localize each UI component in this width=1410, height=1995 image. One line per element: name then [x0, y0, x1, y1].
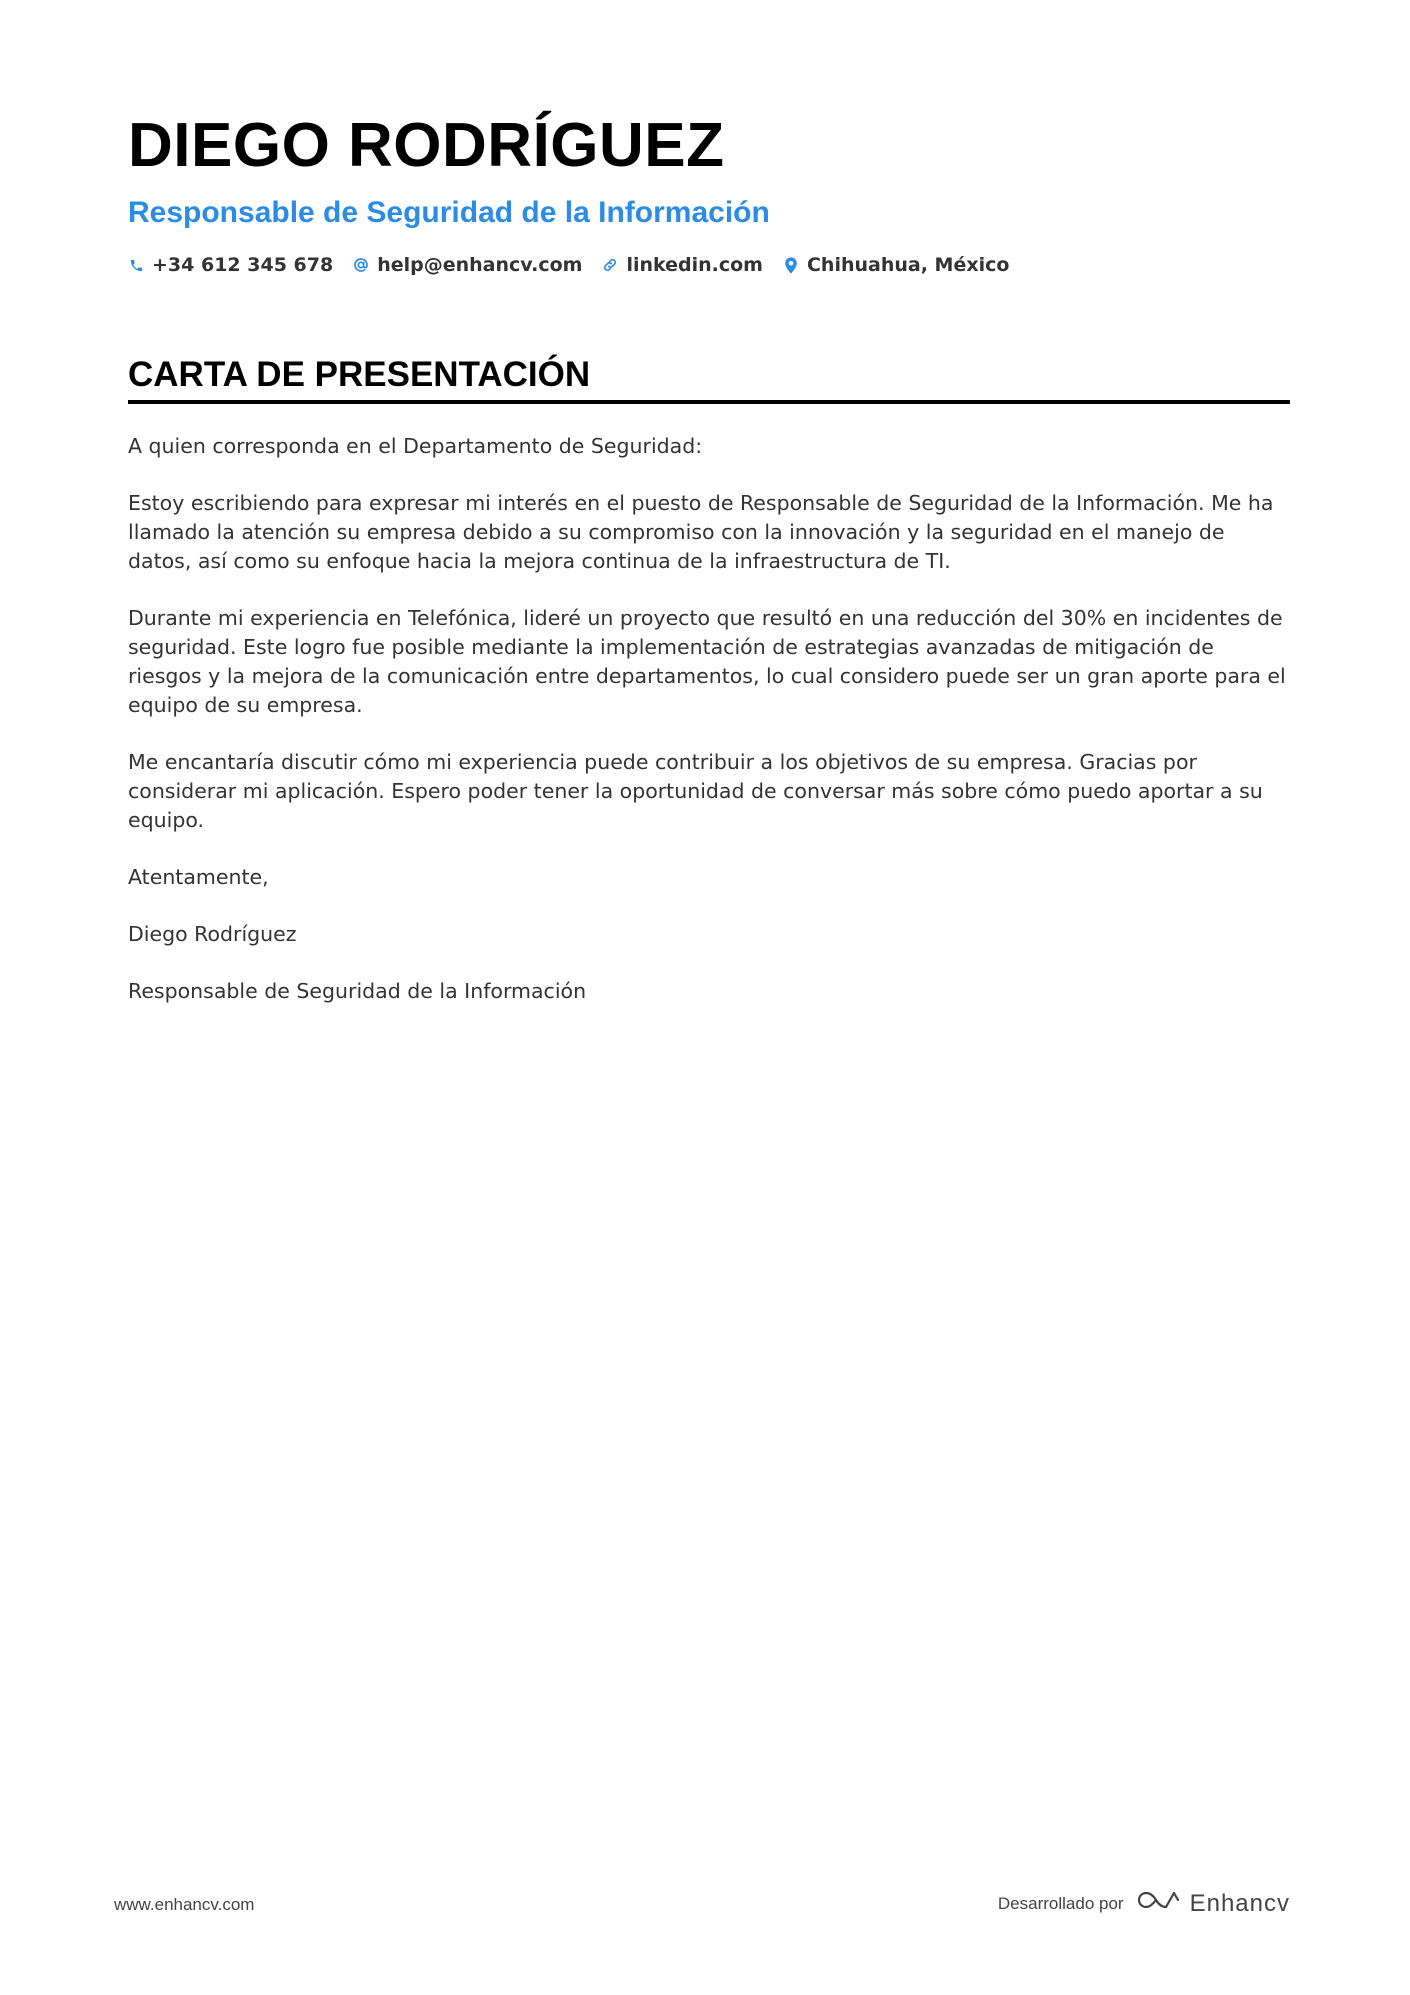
contact-email-text: help@enhancv.com: [377, 254, 583, 276]
letter-signature-title: Responsable de Seguridad de la Información: [128, 979, 587, 1003]
letter-greeting: A quien corresponda en el Departamento de Seguridad:: [128, 434, 703, 458]
link-icon: [602, 257, 618, 273]
letter-paragraph-2: Durante mi experiencia en Telefónica, lideré un proyecto que resultó en una reducción del 30% en incidentes de seguridad. Este logro fue posible mediante la implementación de estrategias avanzadas de mitigación de riesgos y la mejora de la comunicación entre departamentos, lo cual considero puede ser un gran aporte para el equipo de su empresa.: [128, 606, 1286, 717]
section-title-cover-letter: CARTA DE PRESENTACIÓN: [128, 354, 1290, 404]
letter-closing: Atentamente,: [128, 865, 269, 889]
page-content: [128, 110, 1290, 1034]
enhancv-logo-icon: [1136, 1888, 1182, 1919]
contact-email: [353, 252, 582, 278]
contact-location: [783, 252, 1009, 278]
powered-by-text: Desarrollado por: [997, 1893, 1124, 1913]
contact-list: [128, 252, 1290, 278]
location-pin-icon: [783, 257, 799, 273]
contact-linkedin: [602, 252, 763, 278]
footer-website[interactable]: www.enhancv.com: [114, 1895, 255, 1914]
letter-paragraph-3: Me encantaría discutir cómo mi experiencia puede contribuir a los objetivos de su empresa. Gracias por considerar mi aplicación. Espero poder tener la oportunidad de conversar más sobre cómo puedo aportar a su equipo.: [128, 750, 1263, 832]
candidate-title: Responsable de Seguridad de la Información: [128, 196, 770, 229]
brand-name: Enhancv: [1189, 1889, 1290, 1917]
brand-logo[interactable]: [1136, 1888, 1290, 1919]
letter-paragraph-1: Estoy escribiendo para expresar mi interés en el puesto de Responsable de Seguridad de la Información. Me ha llamado la atención su empresa debido a su compromiso con la innovación y la seguridad en el manejo de datos, así como su enfoque hacia la mejora continua de la infraestructura de TI.: [128, 491, 1274, 573]
contact-phone-text: +34 612 345 678: [152, 254, 334, 276]
letter-body: [128, 432, 1290, 1006]
candidate-name: DIEGO RODRÍGUEZ: [128, 111, 725, 180]
letter-signature-name: Diego Rodríguez: [128, 922, 297, 946]
phone-icon: [128, 257, 144, 273]
contact-linkedin-text: linkedin.com: [626, 254, 763, 276]
footer-powered-by: [998, 1888, 1290, 1919]
contact-location-text: Chihuahua, México: [806, 254, 1010, 276]
at-icon: [353, 257, 369, 273]
contact-phone: [128, 252, 333, 278]
